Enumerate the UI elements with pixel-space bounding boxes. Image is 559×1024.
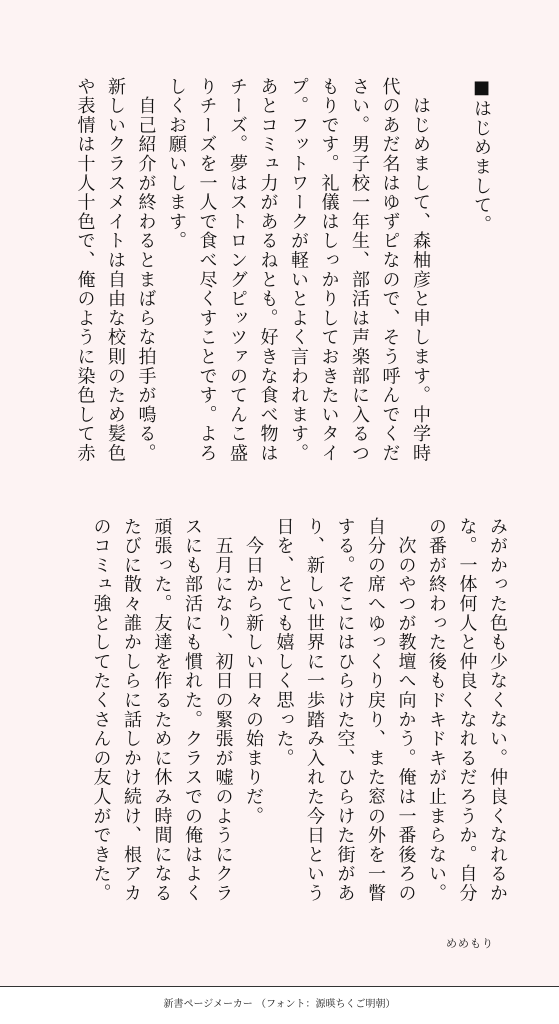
text-line: しくお願いします。 bbox=[166, 77, 187, 251]
footer-credit: 新書ページメーカー （フォント：源暎ちくご明朝） bbox=[163, 999, 396, 1010]
text-line: 頑張った。友達を作るために休み時間になる bbox=[151, 517, 173, 903]
text-line: プ。フットワークが軽いとよく言われます。 bbox=[288, 77, 309, 463]
text-line: 代のあだ名はゆずピなので、そう呼んでくだ bbox=[379, 77, 401, 463]
text-line: り、新しい世界に一歩踏み入れた今日という bbox=[304, 517, 325, 903]
text-line: な。一体何人と仲良くなれるだろうか。自分 bbox=[456, 517, 478, 903]
text-line: たびに散々誰かしらに話しかけ続け、根アカ bbox=[121, 517, 142, 903]
text-line: スにも部活にも慣れた。クラスでの俺はよく bbox=[182, 517, 203, 903]
text-line: や表情は十人十色で、俺のように染色して赤 bbox=[74, 77, 96, 463]
lower-text-block bbox=[52, 517, 512, 909]
text-line: 日を、とても嬉しく思った。 bbox=[273, 517, 295, 768]
text-line: する。そこにはひらけた空、ひらけた街があ bbox=[334, 517, 356, 903]
text-line: 五月になり、初日の緊張が嘘のようにクラ bbox=[212, 517, 234, 903]
text-line: もりです。礼儀はしっかりしておきたいタイ bbox=[318, 77, 340, 463]
text-line: みがかった色も少なくない。仲良くなれるか bbox=[487, 517, 508, 903]
text-line: 自己紹介が終わるとまばらな拍手が鳴る。 bbox=[135, 77, 157, 463]
text-line: チーズ。夢はストロングピッツァのてんこ盛 bbox=[227, 77, 248, 463]
chapter-title: ■はじめまして。 bbox=[471, 77, 492, 235]
text-line: の番が終わった後もドキドキが止まらない。 bbox=[426, 517, 447, 903]
spacer-line bbox=[435, 77, 466, 469]
upper-text-block bbox=[56, 77, 496, 469]
text-line: あとコミュ力があるねとも。好きな食べ物は bbox=[257, 77, 279, 463]
text-line: りチーズを一人で食べ尽くすことです。よろ bbox=[196, 77, 218, 463]
text-line: 新しいクラスメイトは自由な校則のため髪色 bbox=[105, 77, 126, 463]
text-line: 自分の席へゆっくり戻り、また窓の外を一瞥 bbox=[365, 517, 386, 903]
text-line: さい。男子校一年生、部活は声楽部に入るつ bbox=[349, 77, 370, 463]
text-line: 次のやつが教壇へ向かう。俺は一番後ろの bbox=[395, 517, 417, 903]
text-line: はじめまして、森柚彦と申します。中学時 bbox=[410, 77, 431, 463]
text-line: のコミュ強としてたくさんの友人ができた。 bbox=[90, 517, 112, 903]
author-name: めめもり bbox=[446, 937, 494, 950]
text-line: 今日から新しい日々の始まりだ。 bbox=[243, 517, 264, 826]
